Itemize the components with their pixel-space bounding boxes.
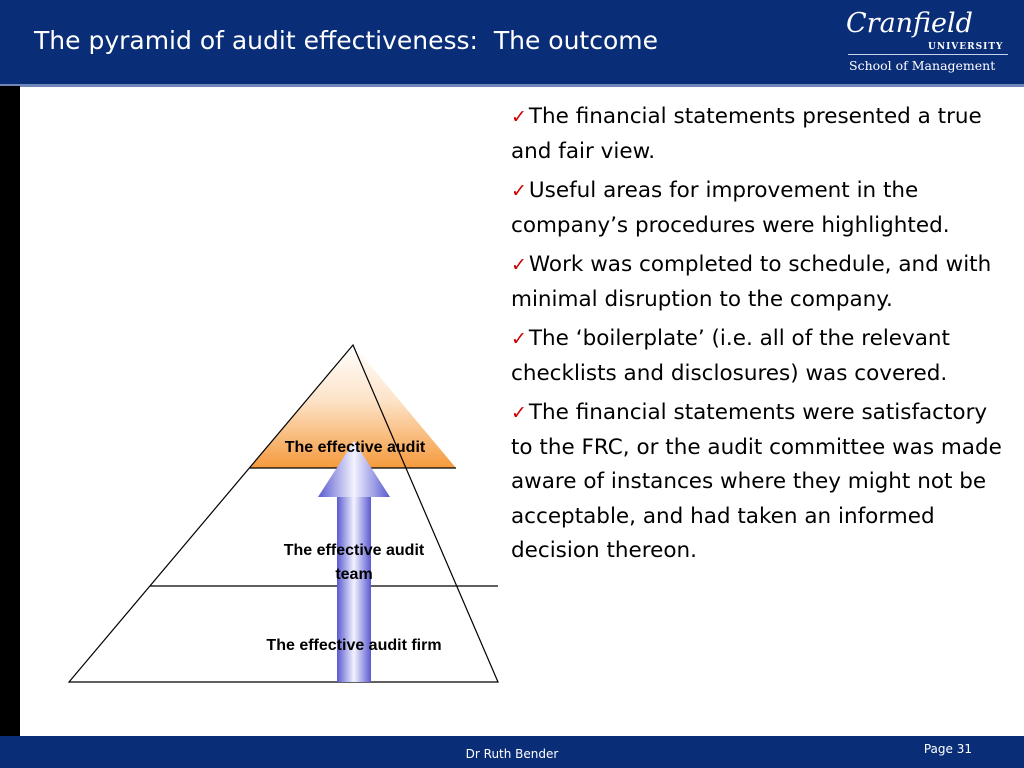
pyramid-outline: [69, 345, 498, 682]
logo-school: School of Management: [849, 58, 996, 73]
checkmark-icon: ✓: [511, 180, 527, 202]
slide-title: The pyramid of audit effectiveness: The outcome: [34, 26, 658, 55]
bullet-item: [511, 396, 1011, 569]
bullet-item: [511, 322, 1011, 391]
logo-name: Cranfield: [846, 8, 973, 39]
checkmark-icon: ✓: [511, 254, 527, 276]
bullet-text: The financial statements presented a true and fair view.: [511, 104, 982, 164]
checkmark-icon: ✓: [511, 328, 527, 350]
bullet-text: The financial statements were satisfactory to the FRC, or the audit committee was made aware of instances where they might not be acceptable, and had taken an informed decision thereon.: [511, 400, 1002, 563]
logo-university: UNIVERSITY: [928, 42, 1004, 52]
footer-bar: [0, 736, 1024, 768]
bullet-text: Useful areas for improvement in the company’s procedures were highlighted.: [511, 178, 950, 238]
pyramid-top-label: The effective audit: [284, 439, 426, 456]
footer-author: Dr Ruth Bender: [465, 747, 559, 761]
pyramid-middle-label-line1: The effective audit: [283, 542, 425, 559]
bullet-item: [511, 100, 1011, 169]
bullet-text: Work was completed to schedule, and with minimal disruption to the company.: [511, 252, 992, 312]
pyramid-middle-label-line2: team: [335, 566, 373, 583]
bullet-item: [511, 174, 1011, 243]
pyramid-bottom-label: The effective audit firm: [266, 637, 442, 654]
bullet-item: [511, 248, 1011, 317]
outcome-bullet-list: [511, 100, 1011, 574]
page-number: Page 31: [923, 742, 972, 756]
checkmark-icon: ✓: [511, 106, 527, 128]
checkmark-icon: ✓: [511, 402, 527, 424]
bullet-text: The ‘boilerplate’ (i.e. all of the relevant checklists and disclosures) was covered.: [511, 326, 950, 386]
